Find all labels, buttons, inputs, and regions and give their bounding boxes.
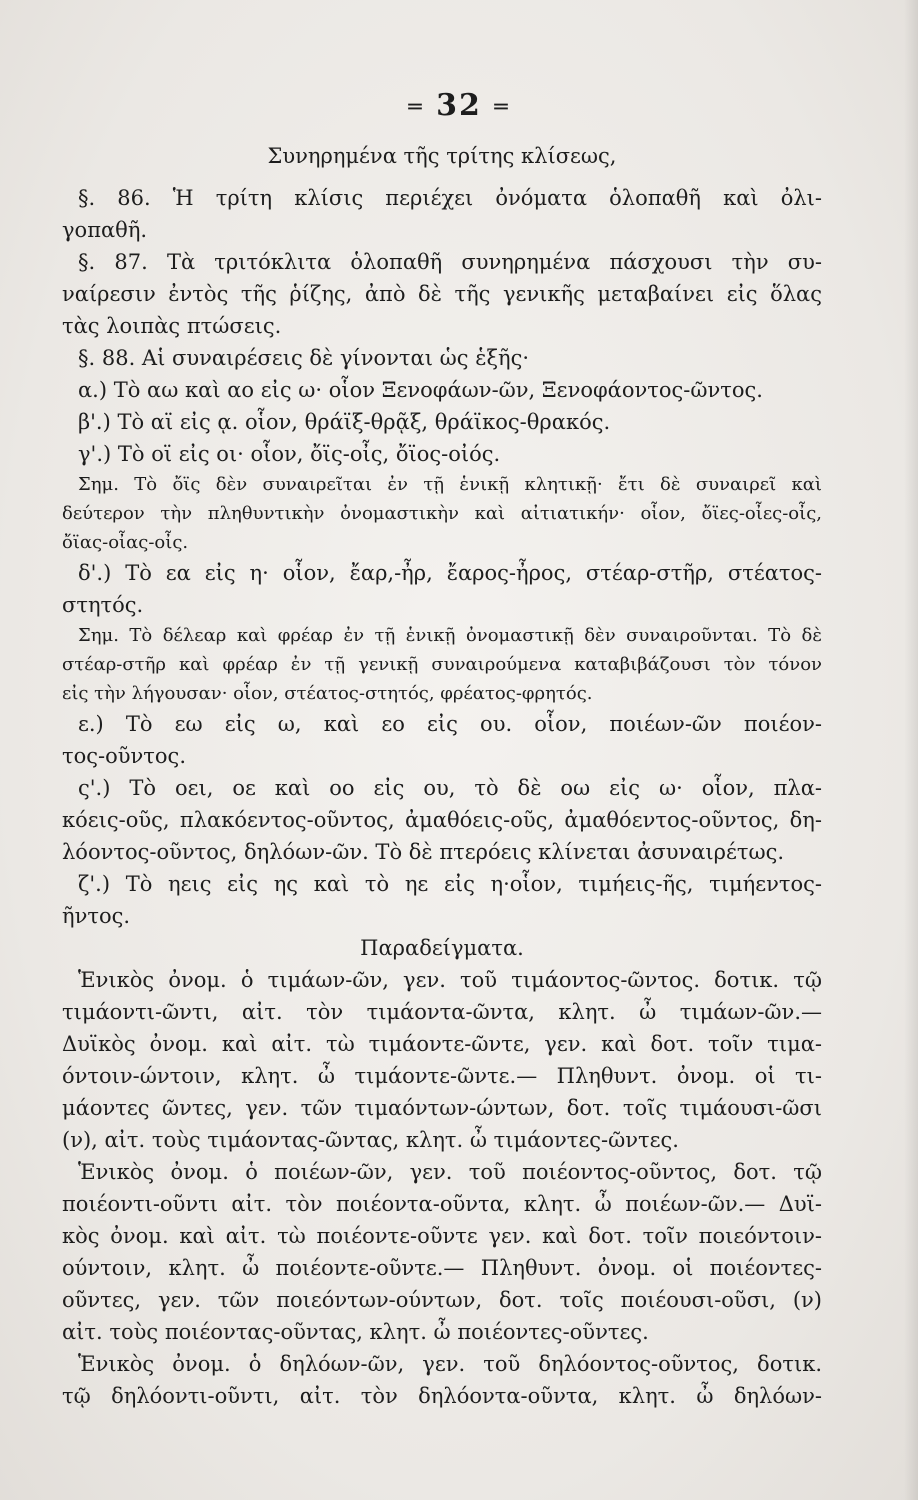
text-line: Ἑνικὸς ὀνομ. ὁ τιμάων-ῶν, γεν. τοῦ τιμάοντος-ῶντος. δοτικ. τῷ <box>78 968 822 992</box>
text-line: §. 87. Τὰ τριτόκλιτα ὁλοπαθῆ συνηρημένα πάσχουσι τὴν συ- <box>78 250 822 274</box>
text-line: (ν), αἰτ. τοὺς τιμάοντας-ῶντας, κλητ. ὦ τιμάοντες-ῶντες. <box>62 1128 679 1152</box>
note-line: εἰς τὴν λήγουσαν· οἷον, στέατος-στητός, φρέατος-φρητός. <box>62 683 593 704</box>
note-line: Σημ. Τὸ δέλεαρ καὶ φρέαρ ἐν τῇ ἑνικῇ ὀνομαστικῇ δὲν συναιροῦνται. Τὸ δὲ <box>78 625 822 646</box>
text-line: κὸς ὀνομ. καὶ αἰτ. τὼ ποιέοντε-οῦντε γεν. καὶ δοτ. τοῖν ποιεόντοιν- <box>62 1224 822 1248</box>
text-line: ζ'.) Τὸ ηεις εἰς ης καὶ τὸ ηε εἰς η·οἷον, τιμήεις-ῆς, τιμήεντος- <box>78 872 822 896</box>
text-line: λόοντος-οῦντος, δηλόων-ῶν. Τὸ δὲ πτερόεις κλίνεται ἀσυναιρέτως. <box>62 840 785 864</box>
page-number-right-rule: ═ <box>494 94 510 120</box>
text-line: κόεις-οῦς, πλακόεντος-οῦντος, ἀμαθόεις-οῦς, ἀμαθόεντος-οῦντος, δη- <box>62 808 822 832</box>
text-line: τῷ δηλόοντι-οῦντι, αἰτ. τὸν δηλόοντα-οῦντα, κλητ. ὦ δηλόων- <box>62 1384 822 1408</box>
note-line: στέαρ-στῆρ καὶ φρέαρ ἐν τῇ γενικῇ συναιρούμενα καταβιβάζουσι τὸν τόνον <box>62 654 822 675</box>
text-line: ς'.) Τὸ οει, οε καὶ οο εἰς ου, τὸ δὲ οω εἰς ω· οἷον, πλα- <box>78 776 822 800</box>
text-line: όντοιν-ώντοιν, κλητ. ὦ τιμάοντε-ῶντε.— Πληθυντ. ὀνομ. οἱ τι- <box>62 1064 822 1088</box>
text-line: Ἑνικὸς ὀνομ. ὁ ποιέων-ῶν, γεν. τοῦ ποιέοντος-οῦντος, δοτ. τῷ <box>78 1160 822 1184</box>
text-line: στητός. <box>62 593 144 617</box>
text-line: §. 88. Αἱ συναιρέσεις δὲ γίνονται ὡς ἑξῆς· <box>78 346 530 370</box>
text-line: τιμάοντι-ῶντι, αἰτ. τὸν τιμάοντα-ῶντα, κλητ. ὦ τιμάων-ῶν.— <box>62 1000 822 1024</box>
text-line: γοπαθῆ. <box>62 218 148 242</box>
section-heading: Συνηρημένα τῆς τρίτης κλίσεως, <box>267 144 617 168</box>
examples-heading: Παραδείγματα. <box>360 936 524 960</box>
note-line: δεύτερον τὴν πληθυντικὴν ὀνομαστικὴν καὶ αἰτιατικήν· οἷον, ὄϊες-οἶες-οἶς, <box>62 503 822 524</box>
text-line: α.) Τὸ αω καὶ αο εἰς ω· οἷον Ξενοφάων-ῶν, Ξενοφάοντος-ῶντος. <box>78 378 763 402</box>
text-line: ούντοιν, κλητ. ὦ ποιέοντε-οῦντε.— Πληθυντ. ὀνομ. οἱ ποιέοντες- <box>62 1256 822 1280</box>
note-line: ὄϊας-οἶας-οἶς. <box>62 532 189 553</box>
text-line: τος-οῦντος. <box>62 744 186 768</box>
text-line: ποιέοντι-οῦντι αἰτ. τὸν ποιέοντα-οῦντα, κλητ. ὦ ποιέων-ῶν.— Δυϊ- <box>62 1192 822 1216</box>
text-line: Ἑνικὸς ὀνομ. ὁ δηλόων-ῶν, γεν. τοῦ δηλόοντος-οῦντος, δοτικ. <box>78 1352 822 1376</box>
text-line: ναίρεσιν ἐντὸς τῆς ῥίζης, ἀπὸ δὲ τῆς γενικῆς μεταβαίνει εἰς ὅλας <box>62 282 822 306</box>
text-line: β'.) Τὸ αϊ εἰς ᾳ. οἷον, θράϊξ-θρᾷξ, θράϊκος-θρακός. <box>78 410 611 434</box>
page-number-left-rule: ═ <box>408 94 424 120</box>
text-line: δ'.) Τὸ εα εἰς η· οἷον, ἔαρ,-ἦρ, ἔαρος-ἦρος, στέαρ-στῆρ, στέατος- <box>78 561 822 585</box>
text-line: ε.) Τὸ εω εἰς ω, καὶ εο εἰς ου. οἷον, ποιέων-ῶν ποιέον- <box>78 712 822 736</box>
text-line: ῆντος. <box>62 904 131 928</box>
text-line: §. 86. Ἡ τρίτη κλίσις περιέχει ὀνόματα ὁλοπαθῆ καὶ ὀλι- <box>78 186 822 210</box>
page-number <box>0 88 918 123</box>
text-line: γ'.) Τὸ οϊ εἰς οι· οἷον, ὄϊς-οἶς, ὄϊος-οἰός. <box>78 442 501 466</box>
page-body <box>62 140 822 1412</box>
text-line: μάοντες ῶντες, γεν. τῶν τιμαόντων-ώντων, δοτ. τοῖς τιμάουσι-ῶσι <box>62 1096 822 1120</box>
text-line: οῦντες, γεν. τῶν ποιεόντων-ούντων, δοτ. τοῖς ποιέουσι-οῦσι, (ν) <box>62 1288 822 1312</box>
page-number-value: 32 <box>436 88 482 123</box>
note-line: Σημ. Τὸ ὄϊς δὲν συναιρεῖται ἐν τῇ ἑνικῇ κλητικῇ· ἔτι δὲ συναιρεῖ καὶ <box>78 474 822 495</box>
text-line: Δυϊκὸς ὀνομ. καὶ αἰτ. τὼ τιμάοντε-ῶντε, γεν. καὶ δοτ. τοῖν τιμα- <box>62 1032 822 1056</box>
page-edge-shadow <box>904 0 918 1500</box>
text-line: αἰτ. τοὺς ποιέοντας-οῦντας, κλητ. ὦ ποιέοντες-οῦντες. <box>62 1320 649 1344</box>
text-line: τὰς λοιπὰς πτώσεις. <box>62 314 282 338</box>
